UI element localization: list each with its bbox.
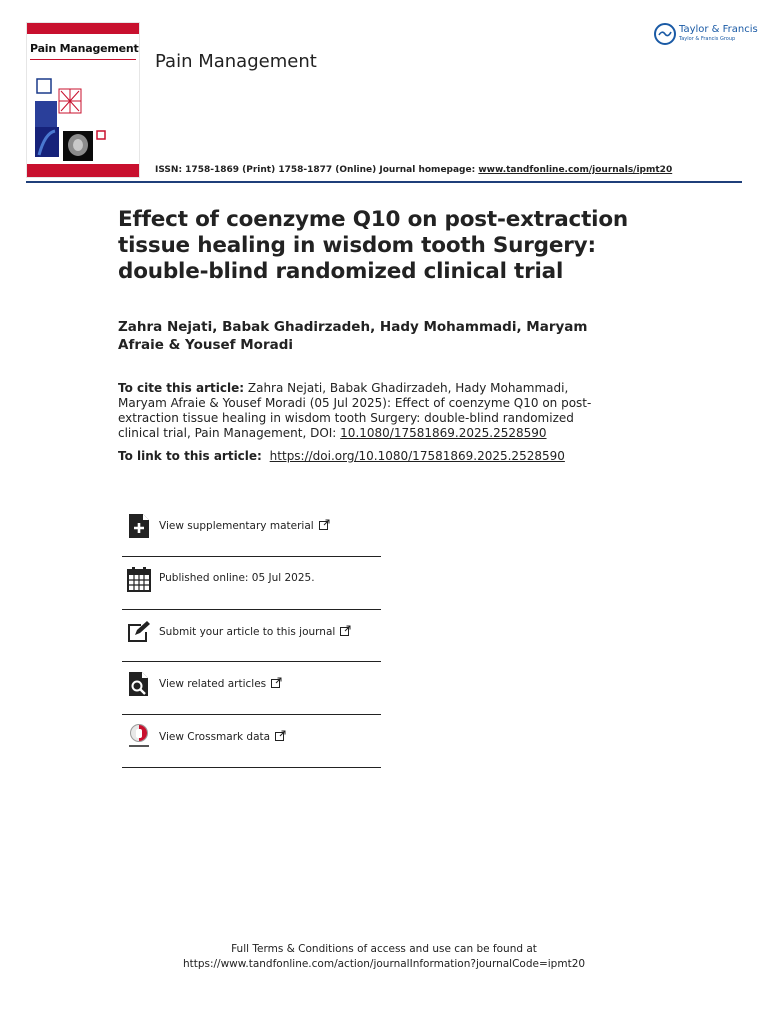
supplementary-file-icon: [127, 513, 151, 539]
journal-cover: [26, 22, 140, 178]
action-label: Published online: 05 Jul 2025.: [159, 571, 315, 584]
external-link-icon: [319, 519, 330, 530]
journal-name: Pain Management: [155, 51, 317, 72]
crossmark-icon: [127, 724, 151, 750]
cover-title: Pain Management: [30, 42, 139, 55]
article-title: Effect of coenzyme Q10 on post-extraction tissue healing in wisdom tooth Surgery: double-blind randomized clinical trial: [118, 207, 629, 284]
publisher-name: Taylor & Francis: [679, 24, 758, 35]
action-view-supplementary[interactable]: [122, 504, 381, 557]
action-label: View Crossmark data: [159, 731, 271, 744]
article-doi-link[interactable]: https://doi.org/10.1080/17581869.2025.2528590: [269, 449, 565, 463]
cite-text: Zahra Nejati, Babak Ghadirzadeh, Hady Mohammadi, Maryam Afraie & Yousef Moradi (05 Jul 2025): Effect of coenzyme Q10 on post-extraction tissue healing in wisdom tooth Surgery: double-blind randomized clinical trial, Pain Management, DOI:: [118, 381, 592, 440]
action-related-articles[interactable]: [122, 662, 381, 715]
article-link-block: [118, 449, 638, 464]
action-published-online: [122, 557, 381, 610]
terms-footer: [0, 942, 768, 972]
terms-link[interactable]: https://www.tandfonline.com/action/journalInformation?journalCode=ipmt20: [182, 958, 586, 970]
action-label: View related articles: [159, 678, 267, 691]
cover-bottom-bar: [27, 164, 139, 177]
external-link-icon: [271, 677, 282, 688]
publisher-logo-icon: [654, 23, 676, 45]
external-link-icon: [275, 730, 286, 741]
action-submit-article[interactable]: [122, 610, 381, 663]
publisher-logo: [654, 23, 758, 47]
cover-artwork: [31, 75, 109, 167]
edit-icon: [127, 619, 151, 645]
document-search-icon: [127, 671, 151, 697]
external-link-icon: [340, 625, 351, 636]
cover-top-bar: [27, 23, 139, 34]
link-label: To link to this article:: [118, 449, 262, 463]
article-actions-list: [122, 504, 381, 768]
calendar-icon: [127, 566, 151, 592]
article-authors: Zahra Nejati, Babak Ghadirzadeh, Hady Mohammadi, Maryam Afraie & Yousef Moradi: [118, 319, 588, 353]
citation-block: [118, 381, 618, 441]
issn-line: [155, 165, 672, 175]
header-divider: [26, 181, 742, 183]
cite-label: To cite this article:: [118, 381, 245, 395]
action-crossmark[interactable]: [122, 715, 381, 768]
cover-divider: [30, 59, 136, 60]
action-label: View supplementary material: [159, 520, 314, 532]
publisher-group: Taylor & Francis Group: [679, 36, 736, 42]
cite-doi-link[interactable]: 10.1080/17581869.2025.2528590: [340, 426, 547, 440]
journal-homepage-link[interactable]: www.tandfonline.com/journals/ipmt20: [478, 165, 673, 175]
issn-text: ISSN: 1758-1869 (Print) 1758-1877 (Online) Journal homepage:: [155, 165, 476, 175]
terms-text: Full Terms & Conditions of access and use can be found at: [231, 943, 537, 955]
action-label: Submit your article to this journal: [159, 625, 336, 638]
